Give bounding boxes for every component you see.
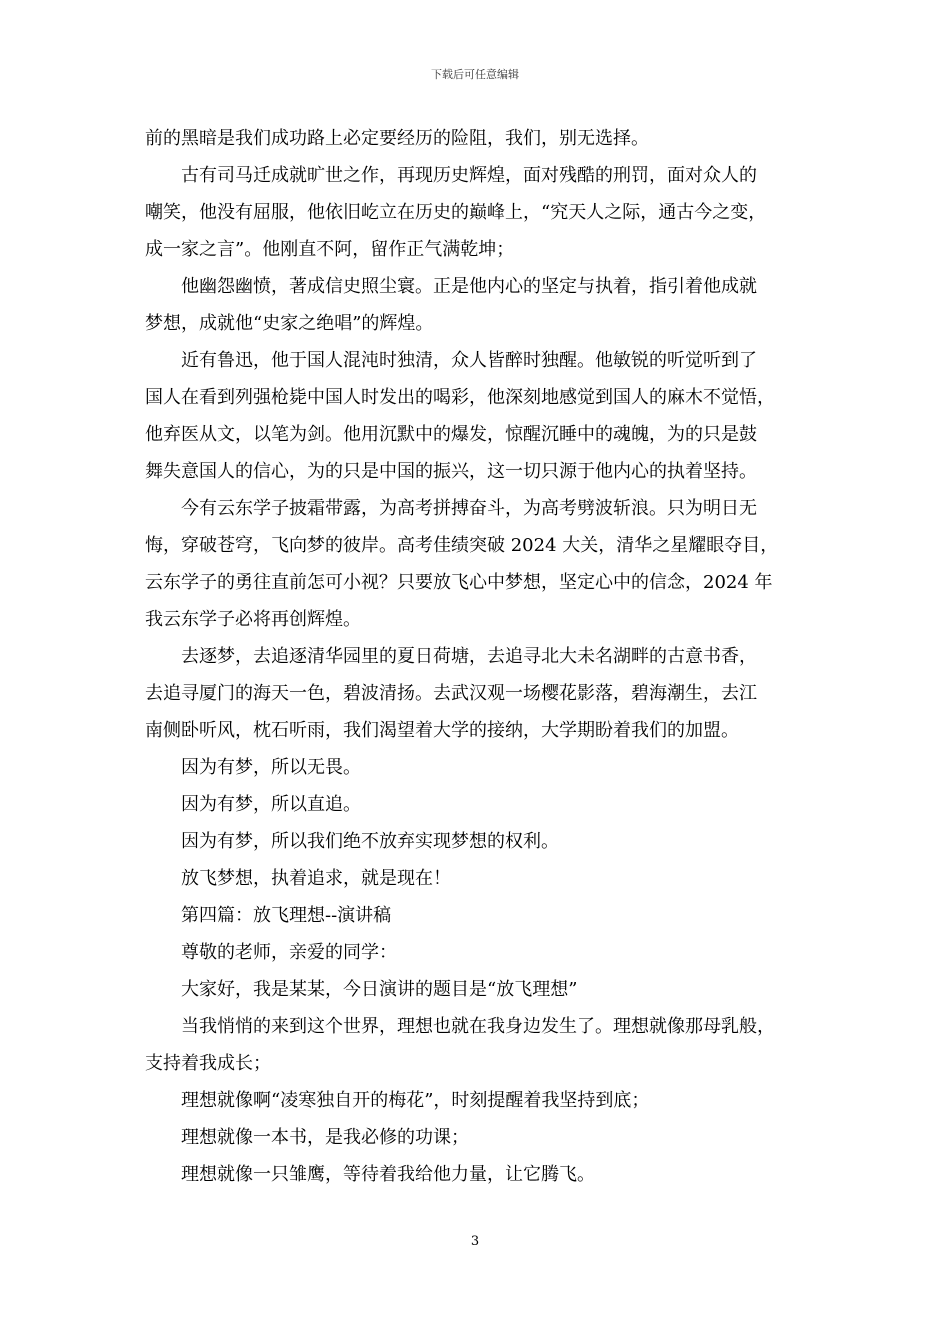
paragraph [145,268,815,342]
text-line: 大家好，我是某某，今日演讲的题目是“放飞理想” [181,979,578,1000]
paragraph [145,897,815,934]
text-line: 我云东学子必将再创辉煌。 [145,609,361,630]
text-line: 因为有梦，所以无畏。 [181,757,361,778]
paragraph [145,1119,815,1156]
page-header: 下载后可任意编辑 [431,68,519,81]
text-line: 古有司马迁成就旷世之作，再现历史辉煌，面对残酷的刑罚，面对众人的 [181,165,757,186]
paragraph [145,120,815,157]
text-line: 因为有梦，所以直追。 [181,794,361,815]
paragraph [145,823,815,860]
document-body [145,120,815,1193]
text-line: 因为有梦，所以我们绝不放弃实现梦想的权利。 [181,831,559,852]
paragraph [145,934,815,971]
text-line: 云东学子的勇往直前怎可小视？只要放飞心中梦想，坚定心中的信念，2024 年 [145,572,773,593]
text-line: 他幽怨幽愤，著成信史照尘寰。正是他内心的坚定与执着，指引着他成就 [181,276,757,297]
paragraph [145,638,815,749]
text-line: 理想就像啊“凌寒独自开的梅花”，时刻提醒着我坚持到底； [181,1090,650,1111]
text-line: 去追寻厦门的海天一色，碧波清扬。去武汉观一场樱花影落，碧海潮生，去江 [145,683,757,704]
paragraph [145,1082,815,1119]
text-line: 他弃医从文，以笔为剑。他用沉默中的爆发，惊醒沉睡中的魂魄，为的只是鼓 [145,424,757,445]
text-line: 第四篇：放飞理想--演讲稿 [181,905,392,926]
text-line: 国人在看到列强枪毙中国人时发出的喝彩，他深刻地感觉到国人的麻木不觉悟， [145,387,775,408]
paragraph [145,786,815,823]
text-line: 去逐梦，去追逐清华园里的夏日荷塘，去追寻北大未名湖畔的古意书香， [181,646,757,667]
text-line: 当我悄悄的来到这个世界，理想也就在我身边发生了。理想就像那母乳般， [181,1016,775,1037]
page-number: 3 [470,1234,480,1249]
text-line: 嘲笑，他没有屈服，他依旧屹立在历史的巅峰上，“究天人之际，通古今之变， [145,202,767,223]
text-line: 今有云东学子披霜带露，为高考拼搏奋斗，为高考劈波斩浪。只为明日无 [181,498,757,519]
text-line: 梦想，成就他“史家之绝唱”的辉煌。 [145,313,434,334]
text-line: 前的黑暗是我们成功路上必定要经历的险阻，我们，别无选择。 [145,128,649,149]
text-line: 舞失意国人的信心，为的只是中国的振兴，这一切只源于他内心的执着坚持。 [145,461,757,482]
paragraph [145,1156,815,1193]
text-line: 理想就像一只雏鹰，等待着我给他力量，让它腾飞。 [181,1164,595,1185]
text-line: 支持着我成长； [145,1053,271,1074]
paragraph [145,490,815,638]
paragraph [145,971,815,1008]
paragraph [145,157,815,268]
paragraph [145,749,815,786]
text-line: 南侧卧听风，枕石听雨，我们渴望着大学的接纳，大学期盼着我们的加盟。 [145,720,739,741]
paragraph [145,342,815,490]
paragraph [145,1008,815,1082]
text-line: 近有鲁迅，他于国人混沌时独清，众人皆醉时独醒。他敏锐的听觉听到了 [181,350,757,371]
text-line: 尊敬的老师，亲爱的同学： [181,942,397,963]
text-line: 悔，穿破苍穹，飞向梦的彼岸。高考佳绩突破 2024 大关，清华之星耀眼夺目， [145,535,779,556]
text-line: 成一家之言”。他刚直不阿，留作正气满乾坤； [145,239,515,260]
text-line: 理想就像一本书，是我必修的功课； [181,1127,469,1148]
paragraph [145,860,815,897]
text-line: 放飞梦想，执着追求，就是现在！ [181,868,451,889]
